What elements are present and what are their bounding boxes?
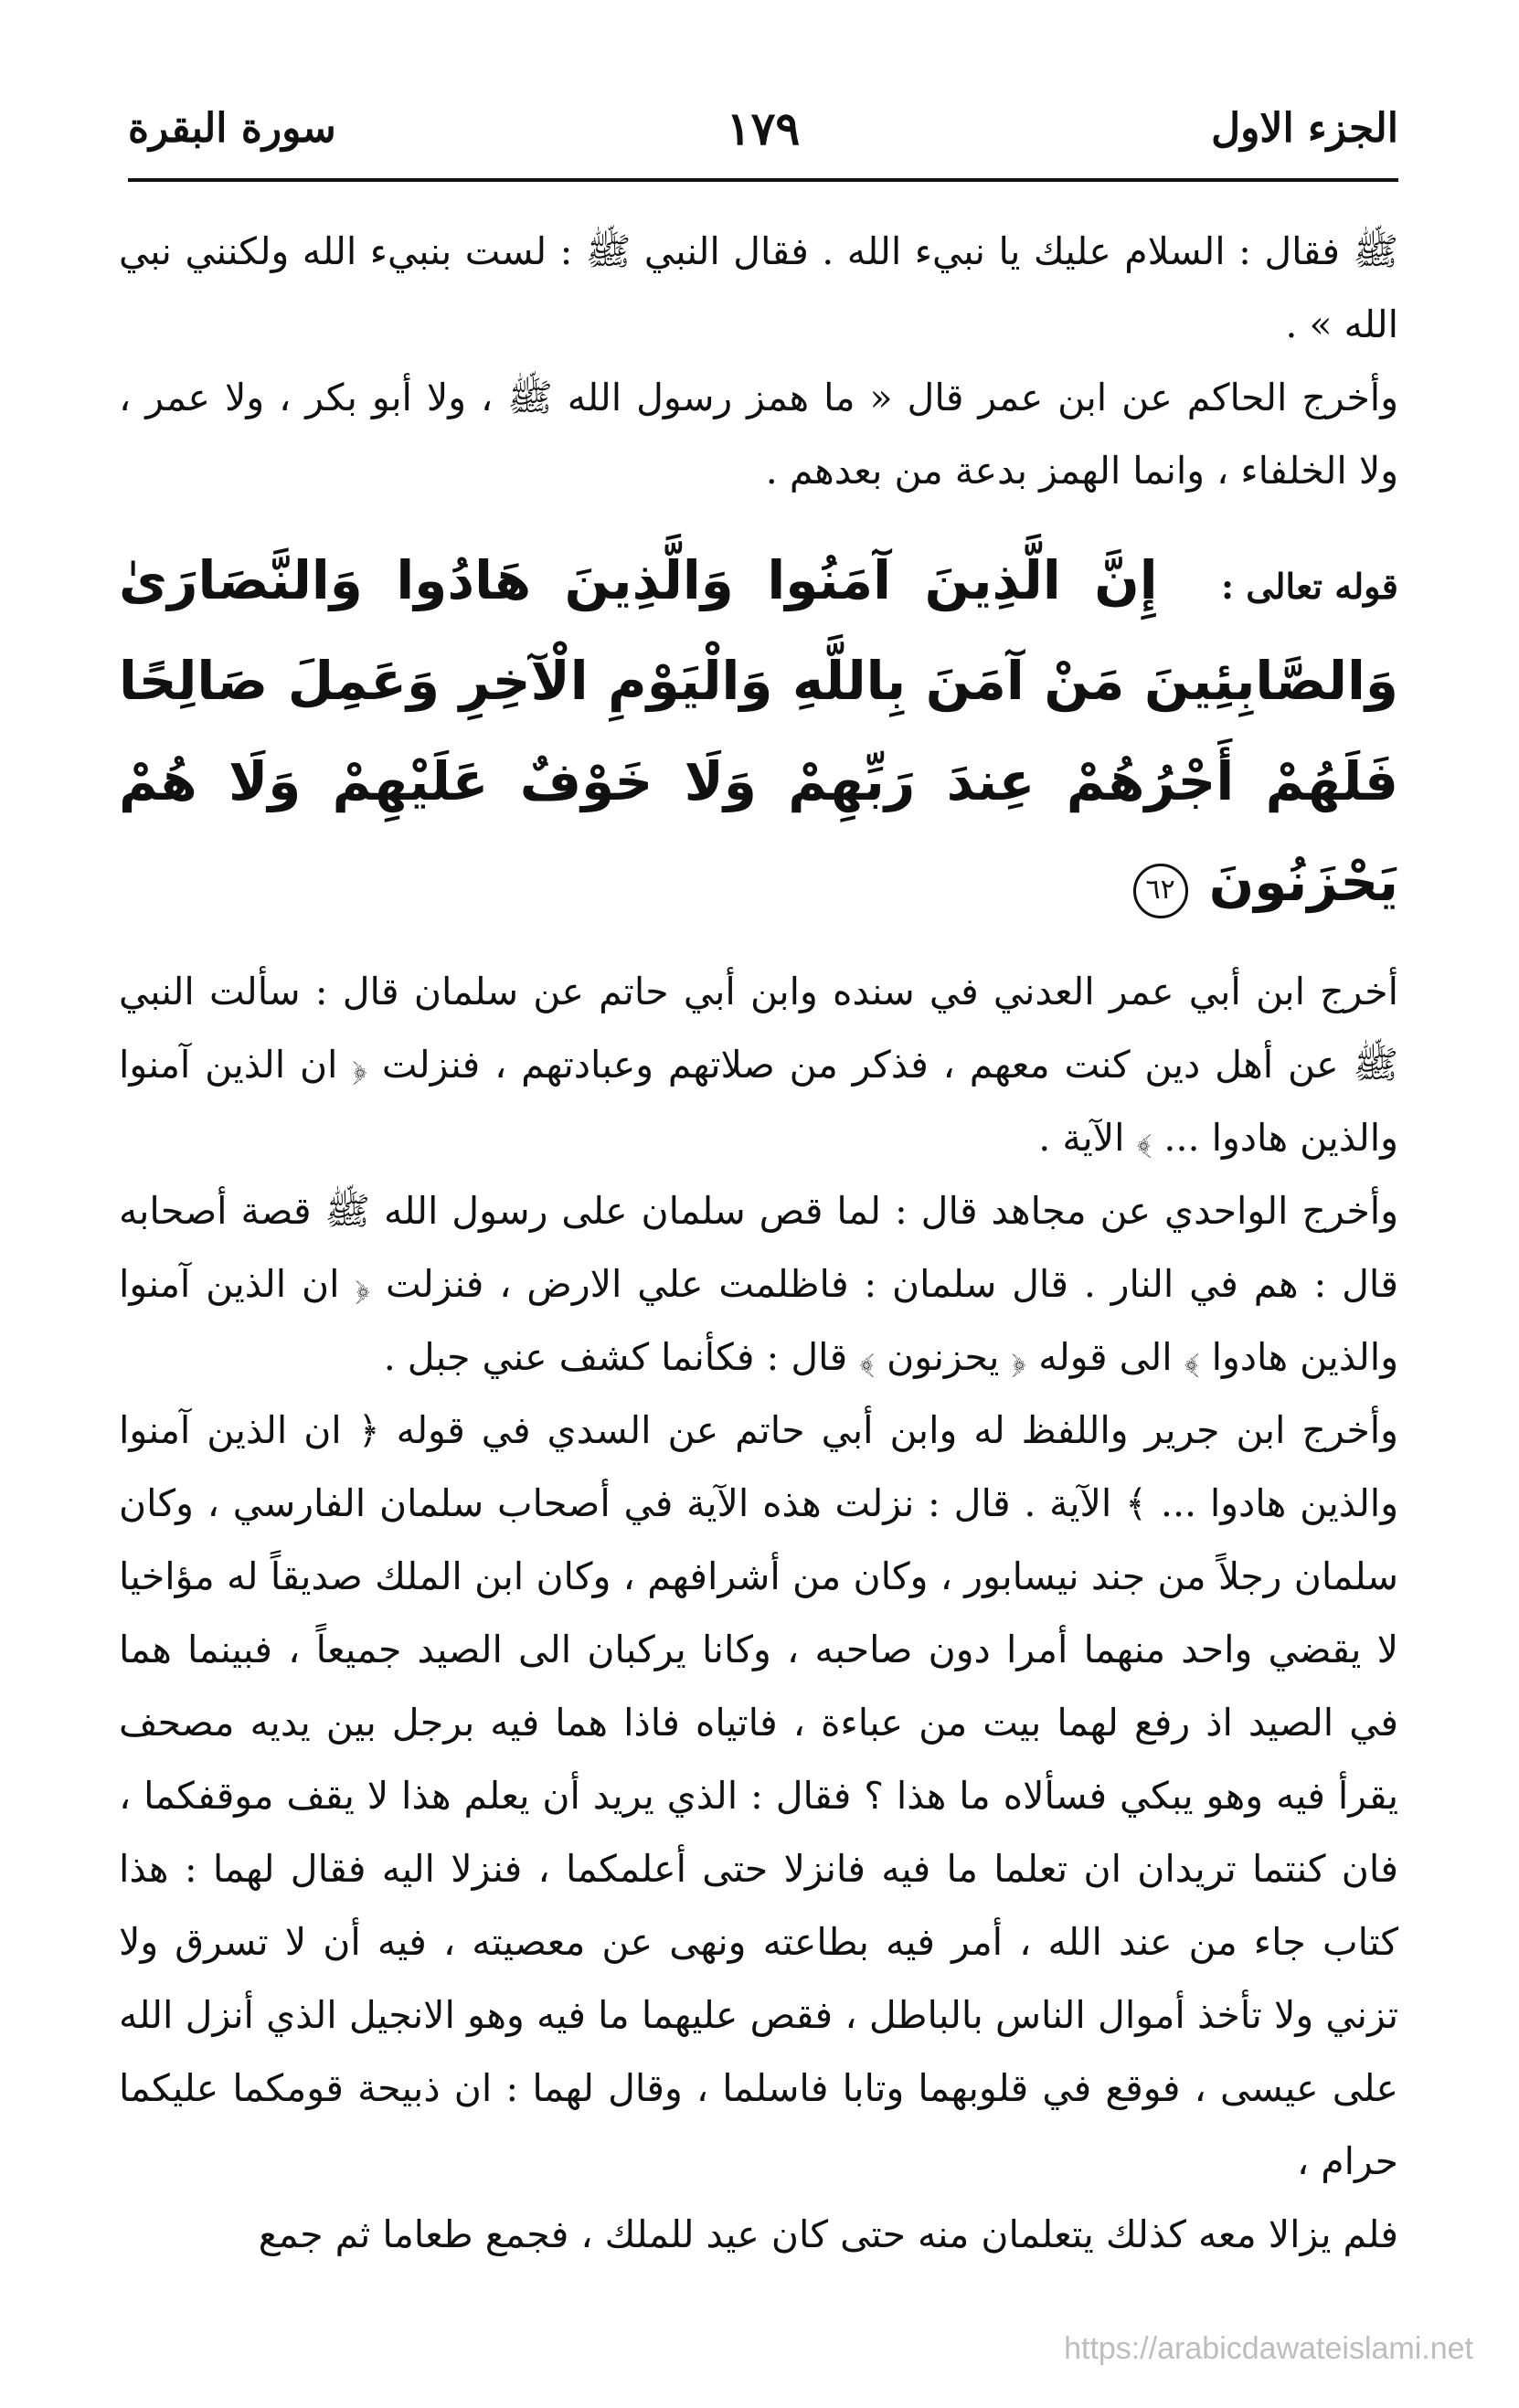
juz-label: الجزء الاول bbox=[1211, 104, 1398, 152]
paragraph: وأخرج الحاكم عن ابن عمر قال « ما همز رسول الله ﷺ ، ولا أبو بكر ، ولا عمر ، ولا الخلفاء ، وانما الهمز بدعة من بعدهم . bbox=[119, 376, 1398, 493]
page-number: ١٧٩ bbox=[726, 101, 801, 155]
watermark-url: https://arabicdawateislami.net bbox=[1064, 2331, 1473, 2366]
paragraph: أخرج ابن أبي عمر العدني في سنده وابن أبي حاتم عن سلمان قال : سألت النبي ﷺ عن أهل دين كنت معهم ، فذكر من صلاتهم وعبادتهم ، فنزلت ﴿ ان الذين آمنوا والذين هادوا ... ﴾ الآية . bbox=[119, 970, 1398, 1160]
ayah-number-marker: ٦٢ bbox=[1133, 864, 1188, 918]
quran-verse: إِنَّ الَّذِينَ آمَنُوا وَالَّذِينَ هَادُوا وَالنَّصَارَىٰ وَالصَّابِئِينَ مَنْ آمَنَ بِاللَّهِ وَالْيَوْمِ الْآخِرِ وَعَمِلَ صَالِحًا فَلَهُمْ أَجْرُهُمْ عِندَ رَبِّهِمْ وَلَا خَوْفٌ عَلَيْهِمْ وَلَا هُمْ يَحْزَنُونَ bbox=[119, 549, 1398, 913]
paragraph: ﷺ فقال : السلام عليك يا نبيء الله . فقال النبي ﷺ : لست بنبيء الله ولكنني نبي الله » . bbox=[119, 229, 1398, 346]
page-body bbox=[119, 215, 1398, 2271]
paragraph: وأخرج الواحدي عن مجاهد قال : لما قص سلمان على رسول الله ﷺ قصة أصحابه قال : هم في النار . قال سلمان : فاظلمت علي الارض ، فنزلت ﴿ ان الذين آمنوا والذين هادوا ﴾ الى قوله ﴿ يحزنون ﴾ قال : فكأنما كشف عني جبل . bbox=[119, 1189, 1398, 1379]
paragraph: فلم يزالا معه كذلك يتعلمان منه حتى كان عيد للملك ، فجمع طعاما ثم جمع bbox=[258, 2212, 1398, 2256]
quran-intro: قوله تعالى : bbox=[1221, 566, 1398, 607]
header-divider bbox=[128, 178, 1398, 182]
page-header bbox=[128, 87, 1398, 169]
surah-name: سورة البقرة bbox=[128, 104, 336, 152]
paragraph: وأخرج ابن جرير واللفظ له وابن أبي حاتم عن السدي في قوله ﴿ ان الذين آمنوا والذين هادوا ... ﴾ الآية . قال : نزلت هذه الآية في أصحاب سلمان الفارسي ، وكان سلمان رجلاً من جند نيسابور ، وكان من أشرافهم ، وكان ابن الملك صديقاً له مؤاخيا لا يقضي واحد منهما أمرا دون صاحبه ، وكانا يركبان الى الصيد جميعاً ، فبينما هما في الصيد اذ رفع لهما بيت من عباءة ، فاتياه فاذا هما فيه برجل بين يديه مصحف يقرأ فيه وهو يبكي فسألاه ما هذا ؟ فقال : الذي يريد أن يعلم هذا لا يقف موقفكما ، فان كنتما تريدان ان تعلما ما فيه فانزلا حتى أعلمكما ، فنزلا اليه فقال لهما : هذا كتاب جاء من عند الله ، أمر فيه بطاعته ونهى عن معصيته ، فيه أن لا تسرق ولا تزني ولا تأخذ أموال الناس بالباطل ، فقص عليهما ما فيه وهو الانجيل الذي أنزل الله على عيسى ، فوقع في قلوبهما وتابا فاسلما ، وقال لهما : ان ذبيحة قومكما عليكما حرام ، bbox=[119, 1408, 1398, 2183]
quran-verse-block bbox=[119, 530, 1398, 932]
